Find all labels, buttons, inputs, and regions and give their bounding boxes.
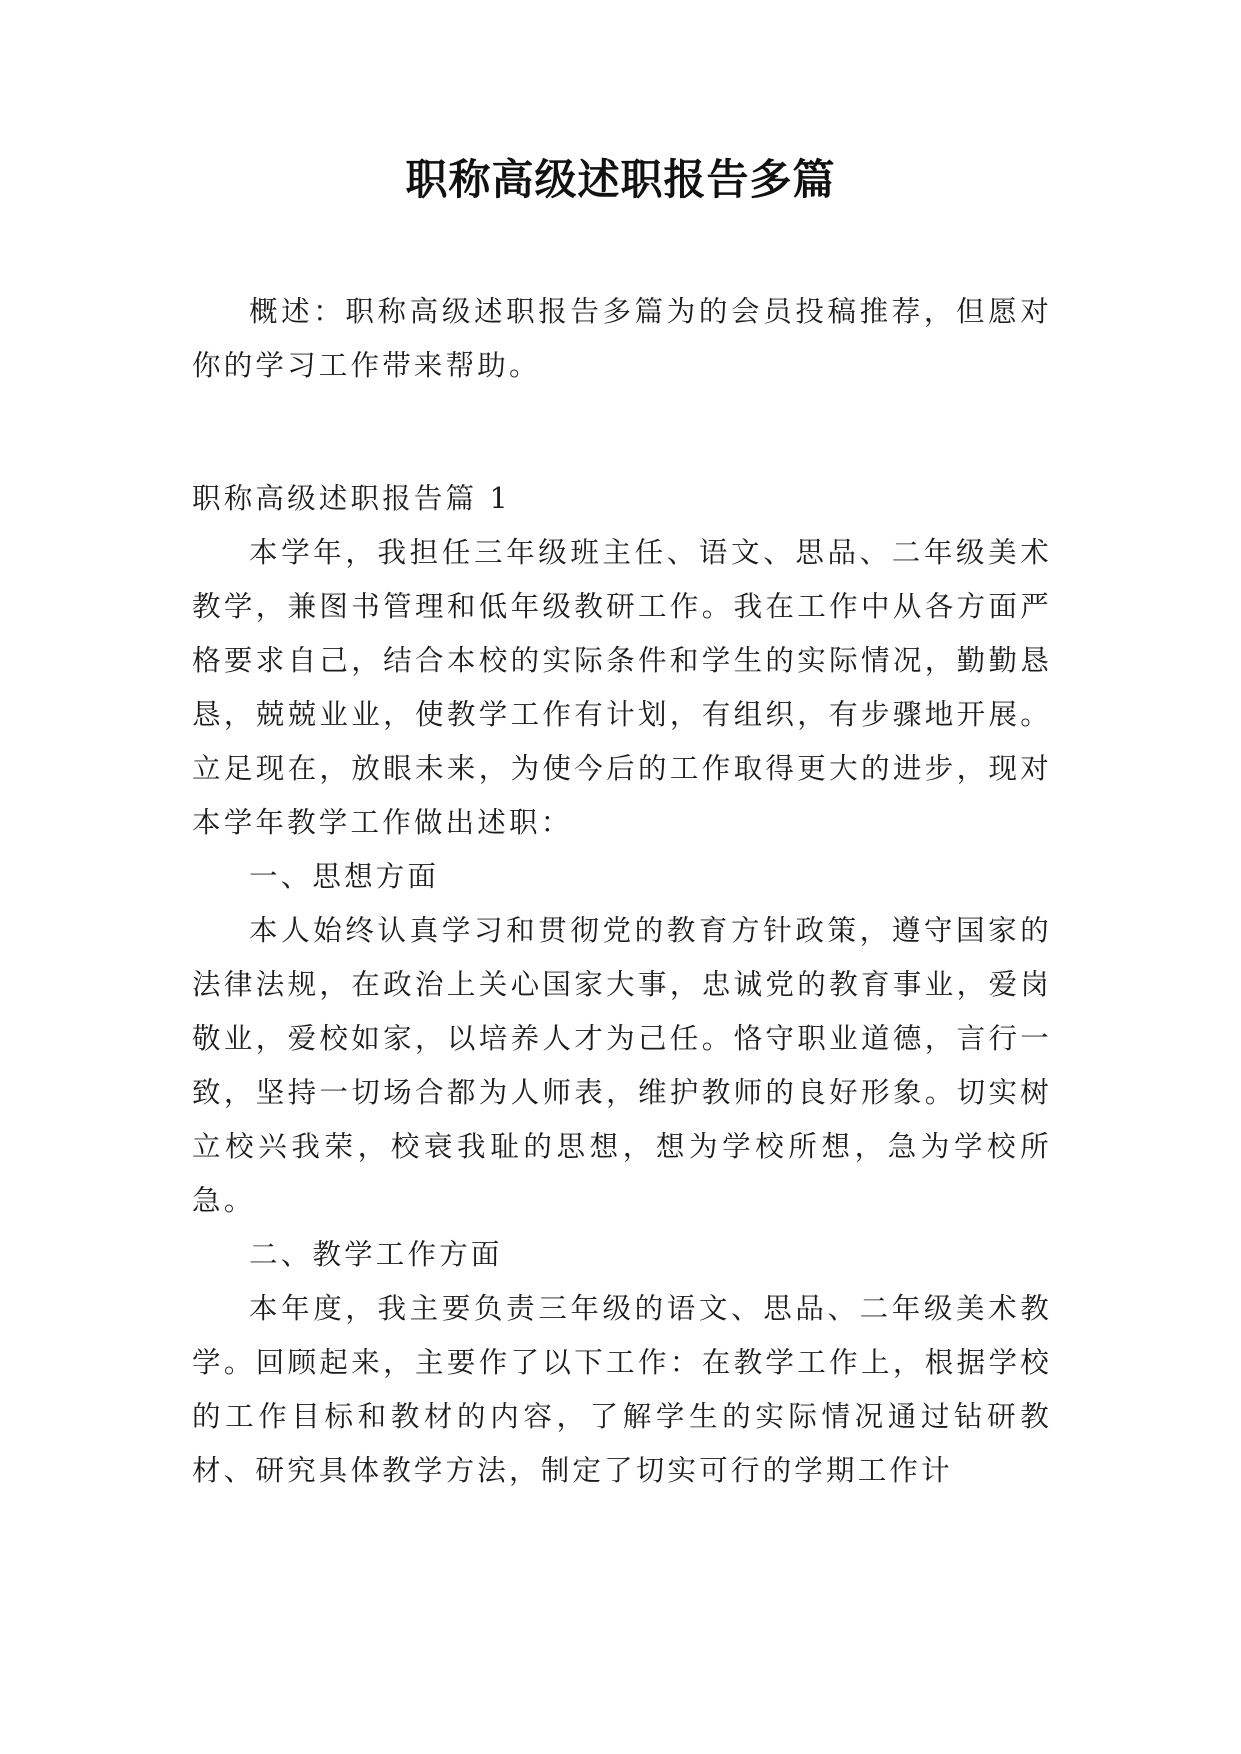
section-heading-ideology: 一、思想方面 xyxy=(249,860,440,893)
article-body xyxy=(192,472,1052,1498)
document-title: 职称高级述职报告多篇 xyxy=(405,155,836,204)
body-paragraph: 本学年，我担任三年级班主任、语文、思品、二年级美术教学，兼图书管理和低年级教研工作。我在工作中从各方面严格要求自己，结合本校的实际条件和学生的实际情况，勤勤恳恳，兢兢业业，使教学工作有计划，有组织，有步骤地开展。立足现在，放眼未来，为使今后的工作取得更大的进步，现对本学年教学工作做出述职： xyxy=(192,536,1052,839)
section-title: 职称高级述职报告篇 1 xyxy=(192,482,511,515)
body-paragraph: 本年度，我主要负责三年级的语文、思品、二年级美术教学。回顾起来，主要作了以下工作：在教学工作上，根据学校的工作目标和教材的内容，了解学生的实际情况通过钻研教材、研究具体教学方法，制定了切实可行的学期工作计 xyxy=(192,1292,1052,1487)
summary-paragraph: 概述：职称高级述职报告多篇为的会员投稿推荐，但愿对你的学习工作带来帮助。 xyxy=(192,295,1052,382)
summary-block xyxy=(192,285,1052,393)
body-paragraph: 本人始终认真学习和贯彻党的教育方针政策，遵守国家的法律法规，在政治上关心国家大事，忠诚党的教育事业，爱岗敬业，爱校如家，以培养人才为己任。恪守职业道德，言行一致，坚持一切场合都为人师表，维护教师的良好形象。切实树立校兴我荣，校衰我耻的思想，想为学校所想，急为学校所急。 xyxy=(192,914,1052,1217)
section-heading-teaching: 二、教学工作方面 xyxy=(249,1238,503,1271)
